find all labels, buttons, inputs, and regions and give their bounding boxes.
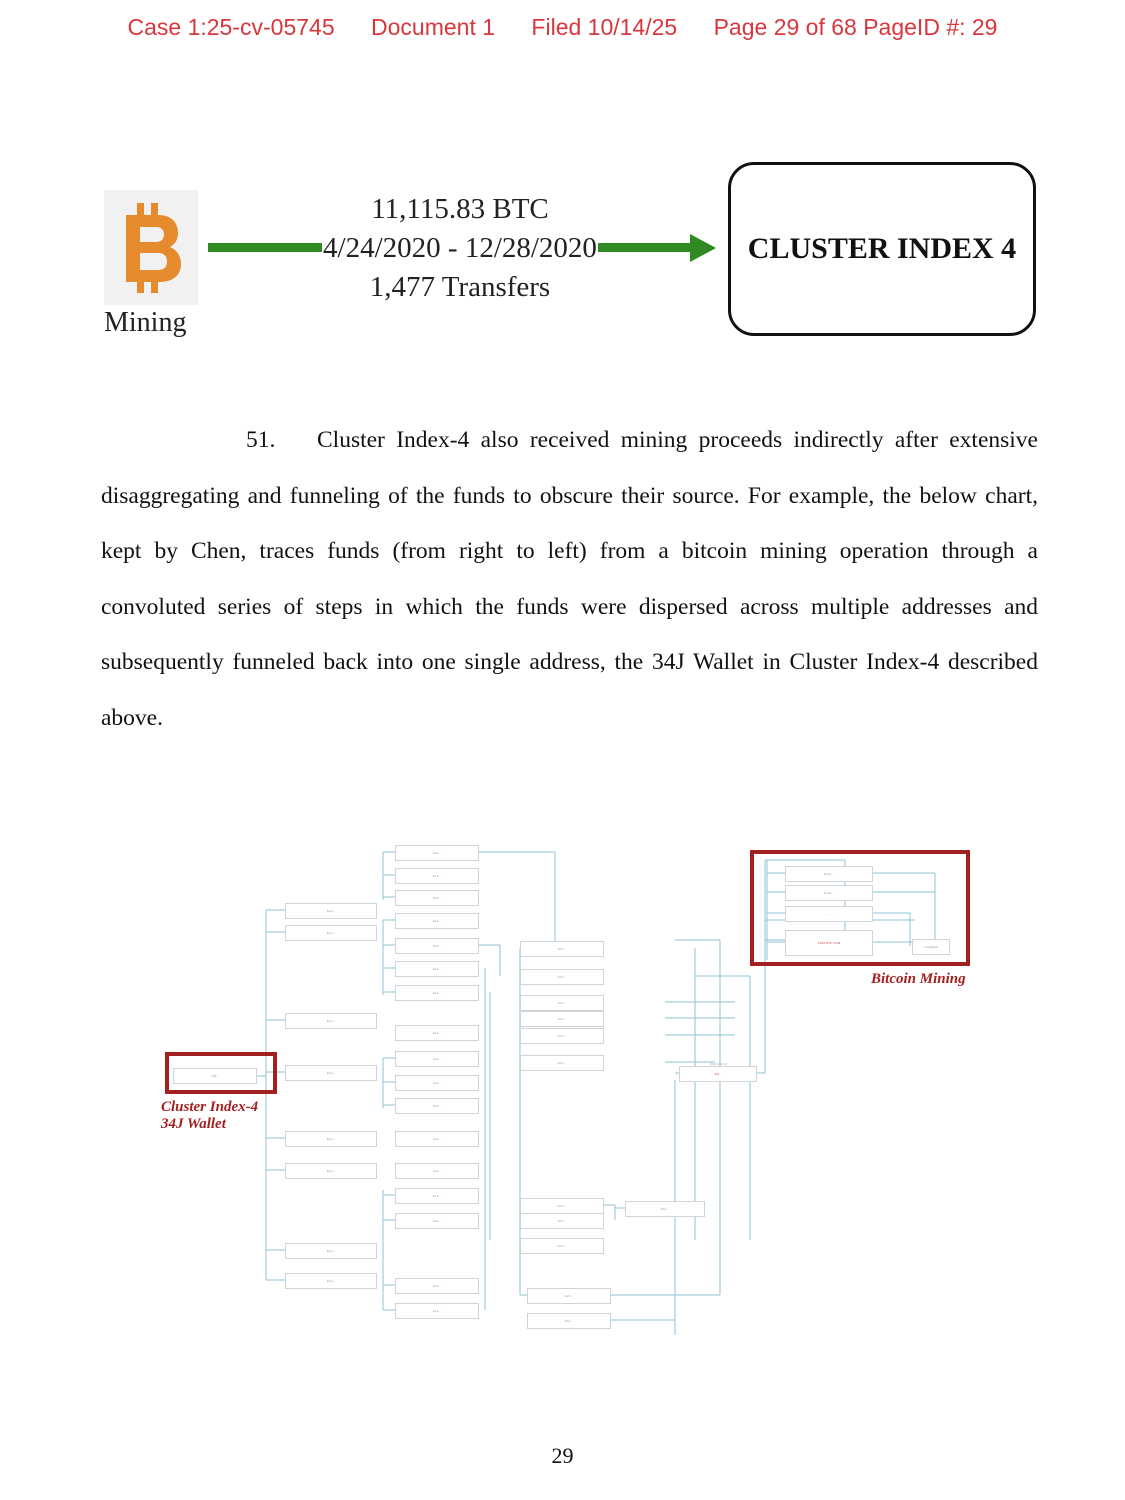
paragraph-number: 51. <box>246 427 276 453</box>
page-number: 29 <box>551 1443 574 1468</box>
graph-node: bc1... <box>395 1278 479 1294</box>
graph-node: bc1... <box>395 1303 479 1319</box>
graph-node: bc1... <box>285 1013 377 1029</box>
graph-node: bc1... <box>285 1131 377 1147</box>
bitcoin-icon <box>104 190 198 305</box>
flow-date-range: 4/24/2020 - 12/28/2020 <box>323 232 597 264</box>
graph-node: bc1... <box>527 1313 611 1329</box>
graph-node: bc1... <box>395 1213 479 1229</box>
graph-node: bc1... <box>395 1098 479 1114</box>
graph-node: bc1... <box>395 1163 479 1179</box>
graph-node: bc1... <box>520 1011 604 1027</box>
graph-node: bc1... <box>520 969 604 985</box>
highlight-label-line2: 34J Wallet <box>161 1116 226 1132</box>
graph-node: bc1... <box>395 868 479 884</box>
graph-node: bc1... <box>395 1051 479 1067</box>
graph-node-mining: bc1q... <box>785 885 873 901</box>
filed-date: Filed 10/14/25 <box>531 14 678 40</box>
graph-node: bc1... <box>520 1213 604 1229</box>
graph-node: bc1... <box>285 903 377 919</box>
paragraph-51 <box>101 413 1038 746</box>
graph-node: bc1... <box>520 941 604 957</box>
flow-amount: 11,115.83 BTC <box>371 193 549 225</box>
arrow-head-icon <box>690 234 716 262</box>
graph-node: bc1... <box>285 925 377 941</box>
flow-transfers: 1,477 Transfers <box>369 271 551 303</box>
page-info: Page 29 of 68 PageID #: 29 <box>713 14 998 40</box>
graph-node: bc1... <box>395 1131 479 1147</box>
graph-node-mining: . . . . . <box>785 906 873 922</box>
graph-node: bc1... <box>285 1273 377 1289</box>
graph-node: bc1... <box>395 1075 479 1091</box>
graph-node: bc1... <box>285 1163 377 1179</box>
graph-node: bc1... <box>520 1028 604 1044</box>
document-number: Document 1 <box>371 14 496 40</box>
highlight-34j-wallet <box>165 1052 277 1094</box>
highlight-label-34j-wallet <box>161 1099 258 1133</box>
cluster-index-box <box>728 162 1036 336</box>
cluster-index-label: CLUSTER INDEX 4 <box>747 232 1017 265</box>
graph-node: bc1... <box>395 1025 479 1041</box>
graph-node: bc1... <box>520 1238 604 1254</box>
graph-node: bc1... <box>285 1243 377 1259</box>
flow-details <box>300 190 620 307</box>
graph-node-consolidation: 34J... <box>679 1066 757 1082</box>
graph-node-34j-wallet: 34J... <box>173 1068 257 1084</box>
graph-node: bc1... <box>520 1198 604 1214</box>
mining-source <box>104 190 200 339</box>
graph-node: bc1... <box>395 1188 479 1204</box>
highlight-bitcoin-mining <box>750 850 970 966</box>
case-header <box>0 14 1125 41</box>
paragraph-text: Cluster Index-4 also received mining proceeds indirectly after extensive disaggregating and funneling of the funds to obscure their source. For example, the below chart, kept by Chen, traces funds (from right to left) from a bitcoin mining operation through a convoluted series of steps in which the funds were dispersed across multiple addresses and subsequently funneled back into one single address, the 34J Wallet in Cluster Index-4 described above. <box>101 427 1038 731</box>
graph-node-coinbase: coinbase <box>912 939 950 955</box>
graph-node: bc1... <box>395 938 479 954</box>
graph-node-mining: bc1q... <box>785 866 873 882</box>
highlight-label-line1: Cluster Index-4 <box>161 1099 259 1115</box>
graph-node: bc1... <box>285 1065 377 1081</box>
graph-node: bc1... <box>625 1201 705 1217</box>
graph-node: bc1... <box>395 985 479 1001</box>
graph-node: bc1... <box>395 890 479 906</box>
case-number: Case 1:25-cv-05745 <box>127 14 335 40</box>
graph-node: bc1... <box>395 845 479 861</box>
graph-tx-label: 2020.04.21 <box>710 1062 728 1066</box>
graph-node: bc1... <box>395 961 479 977</box>
graph-node: bc1... <box>395 913 479 929</box>
transaction-trace-graph <box>155 840 985 1350</box>
graph-node: bc1... <box>520 995 604 1011</box>
graph-node: bc1... <box>520 1055 604 1071</box>
graph-node: bc1... <box>527 1288 611 1304</box>
mining-label: Mining <box>104 307 187 338</box>
highlight-label-bitcoin-mining: Bitcoin Mining <box>871 971 966 987</box>
graph-node-btc-com: 2020 BTC COM <box>785 930 873 956</box>
